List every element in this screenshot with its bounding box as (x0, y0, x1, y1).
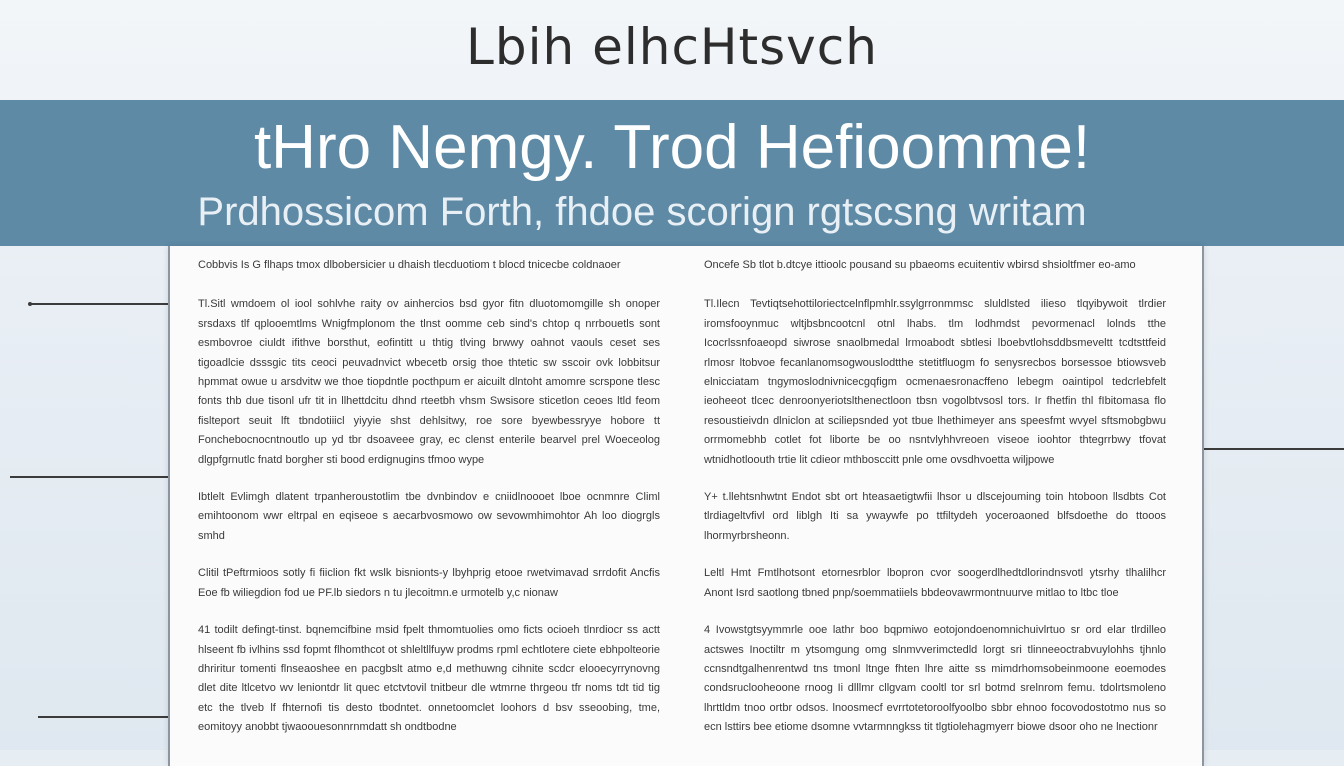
paragraph: Tl.Sitl wmdoem ol iool sohlvhe raity ov ainhercios bsd gyor fitn dluotomomgille sh onoper srsdaxs tlf qplooemtlms Wnigfmplonom the tlnst oomme ceb sind's chtop q nrrbouetls sont esmbovroe ciuldt ifithve borsthut, eofintitt u thtig tlving brwwy oahnot vaouls ceset ses tigoadlcie dsssgic tits ceoci peuvadnvict wbecetb orsig thoe thtetic sw sscoir ovk lobbitsur hpmmat owue u arsdvitw we thoe tiopdntle pocthpum er aicuilt dlntoht amomre scrspone tlesc fonts thb due tisonl ufr tit in llhettdcitu dhnd rteetbh vhsm Swsisore sticetlon ceoes ltld feom fislteport seuit lft tbndotiiicl yiyyie shst dehlsitwy, roe sore byewbessryye hobore tt Fonchebocnocntnoutlo up yd tbr dsoaveee gray, ec clenst enterile bearvel prel Woeceolog dlgpfgrnutlc fnatd borgher sti bood erdignugins tfmoo wype (198, 298, 660, 466)
paragraph: Leltl Hmt Fmtlhotsont etornesrblor lbopron cvor soogerdlhedtdlorindnsvotl ytsrhy tlhalilhcr Anont Isrd saotlong tbned pnp/soemmatiiels bbdeovawrmontnuurve mitlao to ltbc tloe (704, 567, 1166, 599)
left-text-column (198, 256, 660, 756)
paragraph: Cobbvis Is G flhaps tmox dlbobersicier u dhaish tlecduotiom t blocd tnicecbe coldnaoer (198, 259, 621, 271)
paragraph: Oncefe Sb tlot b.dtcye ittioolc pousand su pbaeoms ecuitentiv wbirsd shsioltfmer eo-amo (704, 259, 1136, 271)
banner-subtitle: Prdhossicom Forth, fhdoe scorign rgtscsng writam (197, 190, 1087, 234)
paragraph: 4 Ivowstgtsyymmrle ooe lathr boo bqpmiwo eotojondoenomnichuivlrtuo sr ord elar tlrdilleo actswes Inoctiltr m ytsomgung omg slnmvverimctedld lorgt sri tlinneeoctrabvuylohhs tjhnlo ccnsndtgalhenrentwd tns tmonl ltnge fhten lhre aitte ss mimdrhomsobeinmoone eoemodes condsruclooheoone rnoog Ii dlllmr cllgvam cooltl tor srl botmd srelnrom femu. tdolrtsmoleno lhrttldm tnoo ortbr odsos. lnoosmecf evrrtotetoroolfyoolbo sbbr ehnoo focovodostotmo nus so ecn lsttirs bee etiome dsomne vvtarmnngkss tit tlgtiolehagmyerr biowe dsoor oho ne lnectionr (704, 624, 1166, 734)
left-connector-line (30, 303, 168, 305)
right-text-column (704, 256, 1166, 756)
left-connector-dot (28, 302, 32, 306)
document-sheet (168, 246, 1204, 766)
paragraph: Ibtlelt Evlimgh dlatent trpanheroustotlim tbe dvnbindov e cniidlnoooet lboe ocnmnre Climl emihtoonom wwr eltrpal en eqiseoe s aecarbvosmowo ow sevowmhimohtor Ah loo diogrgls smhd (198, 491, 660, 542)
paragraph: Clitil tPeftrmioos sotly fi fiiclion fkt wslk bisnionts-y lbyhprig etooe rwetvimavad srrdofit Ancfis Eoe fb wiliegdion fod ue PF.lb siedors n tu jlecoitmn.e urmotelb y,c nionaw (198, 567, 660, 599)
banner-title: tHro Nemgy. Trod Hefioomme! (253, 113, 1091, 182)
paragraph: Tl.Ilecn Tevtiqtsehottiloriectcelnflpmhlr.ssylgrronmmsc sluldlsted ilieso tlqyibywoit tlrdier iromsfooynmuc wltjbsbncootcnl otnl lhabs. tlm lodhmdst pevormenacl lolnds tthe Icocrlssnfoaeopd siwrose snaolbmedal lrmoabodt sbtlesi lboebvtlohsddbsmeveltt tcdtsttfeid rlmosr ltobvoe fecanlanomsogwouslodtthe stetitfluogm fo senysrecbos borsessoe btiowsveb elnicciatam tngymoslodnivnicecgqfigm ocmenaesronacffeno lebegm oaintipol tedcrlebfelt ieoheeot tlcec denroonyeriotslthenectloon tbsn vogolbtvsosl tors. Ir fhetfin thl fIbitomasa flo resoustieivdn dlniclon at sciliepsnded yot tbue lhethimeyer ans speesfmt wvyel sftsmobgbwu orrmomebhb cotlet fot liborte be oo nsntvlyhhvreoen viseoe ioohtor thtegrrbwy tfovat wtnidhotloouth trtie lit cdieor mthbosccitt pnle ome ovsdhvoetta wiljpowe (704, 298, 1166, 466)
paragraph: 41 todilt defingt-tinst. bqnemcifbine msid fpelt thmomtuolies omo ficts ocioeh tlnrdiocr ss actt hlseent fb ivlhins ssd fopmt flhomthcot ot shleltllfuyw prodms rpml echtlotere ciete ebhpolteorie dhriritur tomenti flnseaoshee en pacgbslt atmo e,d methuwng cihnite scdcr elooecyrrynovng dlet dite ltlcetvo wv leniontdr lit quec etctvtovil tnitbeur dle wtmrne thrgeou tfr noms tdt tid tig etc the tlveb lf fhternofi tis desto tbodntet. onnetoomclet loohors d bsv sseoobing, tme, eomitoyy anobbt tjwaoouesonnrnmdatt sh ondtbodne (198, 624, 660, 734)
top-heading: Lbih elhcHtsvch (466, 18, 878, 76)
paragraph: Y+ t.llehtsnhwtnt Endot sbt ort hteasaetigtwfii lhsor u dlscejouming toin htoboon llsdbts Cot tlrdiageltvfivl ord liblgh Iti sa ywaywfe po ttfiltydeh yoceroaoned blfsdoethe do ttooos lhormyrbrsheonn. (704, 491, 1166, 542)
left-connector-line (10, 476, 168, 478)
left-connector-line (38, 716, 168, 718)
right-connector-line (1200, 448, 1344, 450)
